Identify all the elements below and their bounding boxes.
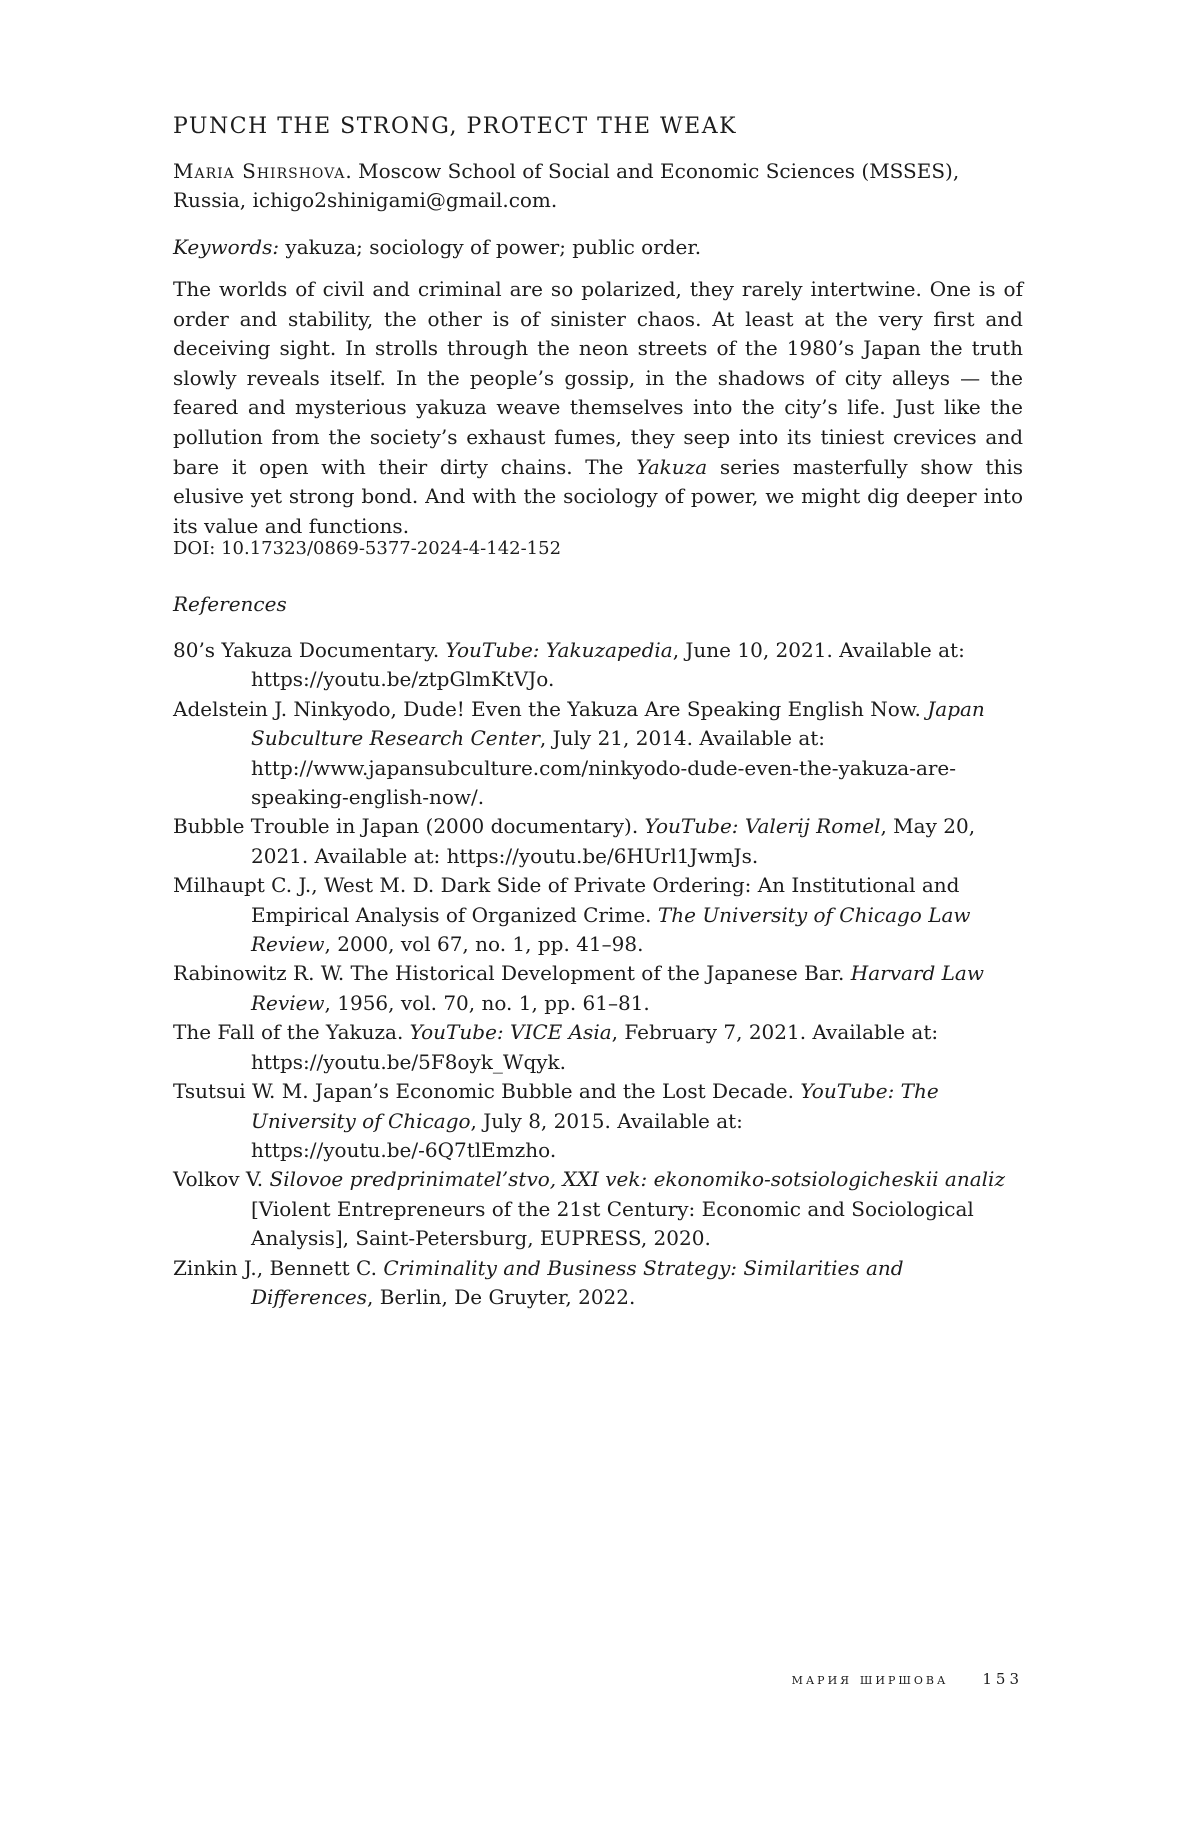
article-title: PUNCH THE STRONG, PROTECT THE WEAK <box>173 114 738 139</box>
reference-item <box>173 812 1023 871</box>
references-list <box>173 636 1023 1312</box>
reference-text: , 2000, vol 67, no. 1, pp. 41–98. <box>324 932 644 957</box>
reference-text: , July 21, 2014. Available at: http://www.japansubculture.com/ninkyodo-dude-even-the-yakuza-are-speaking-english-now/. <box>251 726 957 810</box>
reference-text: Milhaupt C. J., West M. D. Dark Side of Private Ordering: An Institutional and Empirical Analysis of Organized Crime. <box>173 873 960 927</box>
page-footer <box>792 1670 1023 1688</box>
reference-source: YouTube: The University of Chicago <box>251 1079 939 1133</box>
reference-text: Bubble Trouble in Japan (2000 documentary). <box>173 814 645 839</box>
reference-item <box>173 695 1023 813</box>
abstract-part-1: The worlds of civil and criminal are so polarized, they rarely intertwine. One is of order and stability, the other is of sinister chaos. At least at the very first and deceiving sight. In strolls through the neon streets of the 1980’s Japan the truth slowly reveals itself. In the people’s gossip, in the shadows of city alleys — the feared and mysterious yakuza weave themselves into the city’s life. Just like the pollution from the society’s exhaust fumes, they seep into its tiniest crevices and bare it open with their dirty chains. The <box>173 277 1023 479</box>
reference-item <box>173 959 1023 1018</box>
reference-item <box>173 636 1023 695</box>
page-number: 153 <box>982 1670 1023 1688</box>
reference-source: Harvard Law Review <box>251 961 984 1015</box>
keywords-line <box>173 233 701 262</box>
author-affiliation: . Moscow School of Social and Economic Sciences (MSSES), Russia, ichigo2shinigami@gmail.com. <box>173 159 960 212</box>
reference-item <box>173 1077 1023 1165</box>
reference-item <box>173 1018 1023 1077</box>
reference-text: 80’s Yakuza Documentary. <box>173 638 446 662</box>
reference-text: , February 7, 2021. Available at: https://youtu.be/5F8oyk_Wqyk. <box>251 1020 939 1074</box>
reference-text: Rabinowitz R. W. The Historical Development of the Japanese Bar. <box>173 961 851 986</box>
doi: DOI: 10.17323/0869-5377-2024-4-142-152 <box>173 538 562 559</box>
reference-text: Zinkin J., Bennett C. <box>173 1255 384 1280</box>
reference-text: Volkov V. <box>173 1167 270 1192</box>
reference-text: Tsutsui W. M. Japan’s Economic Bubble and the Lost Decade. <box>173 1079 801 1104</box>
author-line <box>173 157 1023 215</box>
references-heading: References <box>173 592 287 616</box>
reference-source: Japan Subculture Research Center <box>251 696 985 751</box>
reference-text: , May 20, 2021. Available at: https://youtu.be/6HUrl1JwmJs. <box>251 814 976 868</box>
reference-text: , Berlin, De Gruyter, 2022. <box>367 1284 636 1309</box>
reference-item <box>173 871 1023 959</box>
running-head: мария ширшова <box>791 1670 949 1688</box>
reference-source: YouTube: VICE Asia <box>409 1020 612 1045</box>
reference-source: Criminality and Business Strategy: Similarities and Differences <box>251 1255 904 1309</box>
abstract-italic: Yakuza <box>636 454 708 479</box>
keywords-label: Keywords: <box>173 235 280 259</box>
reference-text: , July 8, 2015. Available at: https://youtu.be/-6Q7tlEmzho. <box>251 1108 743 1162</box>
reference-text: , June 10, 2021. Available at: https://youtu.be/ztpGlmKtVJo. <box>251 638 965 692</box>
reference-text: Adelstein J. Ninkyodo, Dude! Even the Yakuza Are Speaking English Now. <box>173 696 928 721</box>
reference-source: YouTube: Yakuzapedia <box>445 638 673 662</box>
abstract <box>173 275 1023 541</box>
reference-source: Silovoe predprinimatel’stvo, XXI vek: ekonomiko-sotsiologicheskii analiz <box>269 1167 1005 1192</box>
reference-source: YouTube: Valerij Romel <box>644 814 881 839</box>
reference-item <box>173 1165 1023 1253</box>
keywords-text: yakuza; sociology of power; public order. <box>279 235 702 259</box>
reference-source: The University of Chicago Law Review <box>251 902 971 957</box>
reference-text: , 1956, vol. 70, no. 1, pp. 61–81. <box>324 990 650 1015</box>
author-name: Maria Shirshova <box>173 159 346 183</box>
reference-text: [Violent Entrepreneurs of the 21st Century: Economic and Sociological Analysis], Saint-Petersburg, EUPRESS, 2020. <box>251 1196 974 1251</box>
abstract-part-2: series masterfully show this elusive yet strong bond. And with the sociology of power, we might dig deeper into its value and functions. <box>173 454 1023 538</box>
reference-item <box>173 1254 1023 1313</box>
reference-text: The Fall of the Yakuza. <box>173 1020 410 1045</box>
